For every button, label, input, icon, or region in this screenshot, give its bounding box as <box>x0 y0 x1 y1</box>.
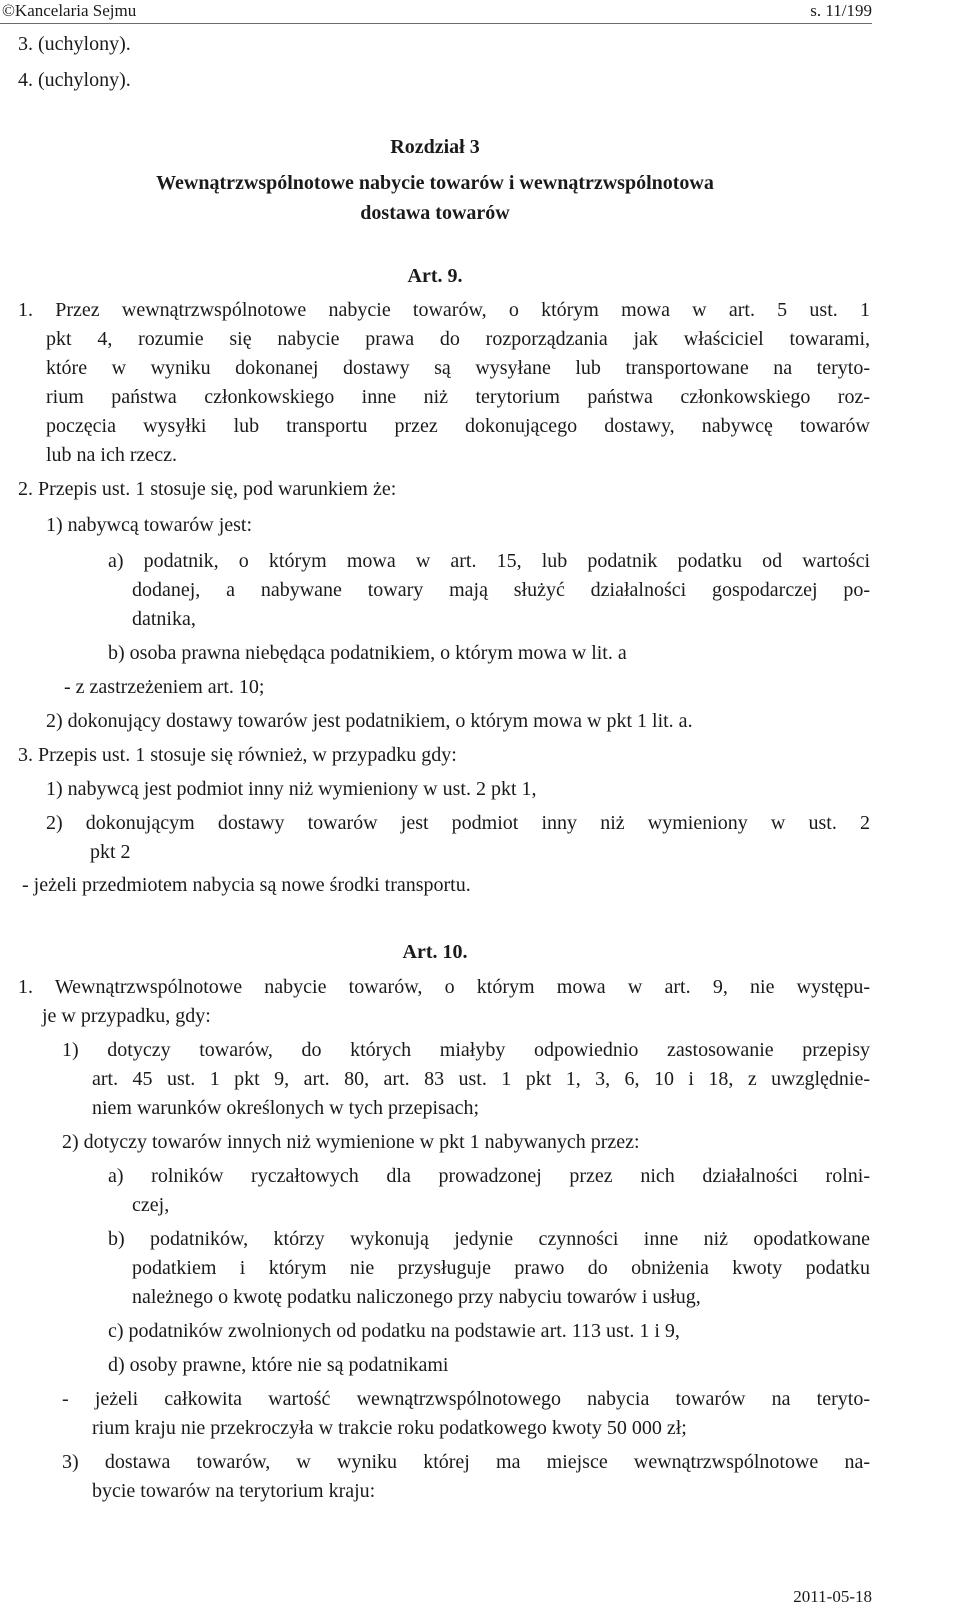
art9-ust3-pkt2: 2) dokonującym dostawy towarów jest podmiot inny niż wymieniony w ust. 2 <box>46 812 870 834</box>
art10-ust1-pkt2-lit-d: d) osoby prawne, które nie są podatnikami <box>108 1354 449 1376</box>
footer-date: 2011-05-18 <box>793 1587 872 1606</box>
art9-ust2-proviso: - z zastrzeżeniem art. 10; <box>64 676 265 698</box>
header-divider <box>0 23 872 24</box>
art9-ust2-pkt1-lit-a: dodanej, a nabywane towary mają służyć działalności gospodarczej po- <box>132 579 870 601</box>
art9-ust1-line: 1. Przez wewnątrzwspólnotowe nabycie towarów, o którym mowa w art. 5 ust. 1 <box>18 299 870 321</box>
art9-ust2-pkt1: 1) nabywcą towarów jest: <box>46 514 253 536</box>
header-source: ©Kancelaria Sejmu <box>2 1 137 20</box>
art10-ust1-pkt1: art. 45 ust. 1 pkt 9, art. 80, art. 83 ust. 1 pkt 1, 3, 6, 10 i 18, z uwzględnie- <box>92 1068 870 1090</box>
art9-ust2-pkt1-lit-a: datnika, <box>132 608 196 630</box>
item-uchylony-4: 4. (uchylony). <box>18 69 131 91</box>
chapter-title-line-2: dostawa towarów <box>360 202 510 224</box>
art10-ust1-pkt1: 1) dotyczy towarów, do których miałyby odpowiednio zastosowanie przepisy <box>62 1039 870 1061</box>
art9-ust1-line: lub na ich rzecz. <box>46 444 178 466</box>
art10-ust1-pkt2-lit-b: b) podatników, którzy wykonują jedynie czynności inne niż opodatkowane <box>108 1228 870 1250</box>
art10-ust1-pkt2-proviso: - jeżeli całkowita wartość wewnątrzwspólnotowego nabycia towarów na teryto- <box>62 1388 870 1410</box>
art10-ust1-pkt3: 3) dostawa towarów, w wyniku której ma miejsce wewnątrzwspólnotowe na- <box>62 1451 870 1473</box>
art10-ust1-pkt1: niem warunków określonych w tych przepisach; <box>92 1097 480 1119</box>
art9-ust1-line: które w wyniku dokonanej dostawy są wysyłane lub transportowane na teryto- <box>46 357 870 379</box>
art9-ust3-proviso: - jeżeli przedmiotem nabycia są nowe środki transportu. <box>22 874 471 896</box>
art9-ust3-pkt2: pkt 2 <box>90 841 131 863</box>
art9-ust2-pkt1-lit-a: a) podatnik, o którym mowa w art. 15, lub podatnik podatku od wartości <box>108 550 870 572</box>
art10-ust1-pkt2-lit-a: czej, <box>132 1194 170 1216</box>
article-9-heading: Art. 9. <box>407 265 463 287</box>
art9-ust2-pkt2: 2) dokonujący dostawy towarów jest podatnikiem, o którym mowa w pkt 1 lit. a. <box>46 710 693 732</box>
art10-ust1-pkt2-proviso: rium kraju nie przekroczyła w trakcie roku podatkowego kwoty 50 000 zł; <box>92 1417 687 1439</box>
art10-ust1: 1. Wewnątrzwspólnotowe nabycie towarów, o którym mowa w art. 9, nie występu- <box>18 976 870 998</box>
item-uchylony-3: 3. (uchylony). <box>18 33 131 55</box>
art9-ust1-line: pkt 4, rozumie się nabycie prawa do rozporządzania jak właściciel towarami, <box>46 328 870 350</box>
art9-ust2: 2. Przepis ust. 1 stosuje się, pod warunkiem że: <box>18 478 397 500</box>
art10-ust1-pkt2-lit-c: c) podatników zwolnionych od podatku na podstawie art. 113 ust. 1 i 9, <box>108 1320 680 1342</box>
art10-ust1-pkt2-lit-b: należnego o kwotę podatku naliczonego przy nabyciu towarów i usług, <box>132 1286 701 1308</box>
art10-ust1: je w przypadku, gdy: <box>42 1005 211 1027</box>
header-page-number: s. 11/199 <box>810 1 872 20</box>
art10-ust1-pkt2-lit-b: podatkiem i którym nie przysługuje prawo do obniżenia kwoty podatku <box>132 1257 870 1279</box>
art9-ust1-line: poczęcia wysyłki lub transportu przez dokonującego dostawy, nabywcę towarów <box>46 415 870 437</box>
article-10-heading: Art. 10. <box>402 941 468 963</box>
art9-ust1-line: rium państwa członkowskiego inne niż terytorium państwa członkowskiego roz- <box>46 386 870 408</box>
art10-ust1-pkt3: bycie towarów na terytorium kraju: <box>92 1480 376 1502</box>
art9-ust3: 3. Przepis ust. 1 stosuje się również, w przypadku gdy: <box>18 744 457 766</box>
art9-ust3-pkt1: 1) nabywcą jest podmiot inny niż wymieniony w ust. 2 pkt 1, <box>46 778 537 800</box>
chapter-title-line-1: Wewnątrzwspólnotowe nabycie towarów i wewnątrzwspólnotowa <box>156 172 714 194</box>
art9-ust2-pkt1-lit-b: b) osoba prawna niebędąca podatnikiem, o którym mowa w lit. a <box>108 642 627 664</box>
art10-ust1-pkt2-lit-a: a) rolników ryczałtowych dla prowadzonej przez nich działalności rolni- <box>108 1165 870 1187</box>
chapter-number: Rozdział 3 <box>390 136 480 158</box>
art10-ust1-pkt2: 2) dotyczy towarów innych niż wymienione w pkt 1 nabywanych przez: <box>62 1131 640 1153</box>
